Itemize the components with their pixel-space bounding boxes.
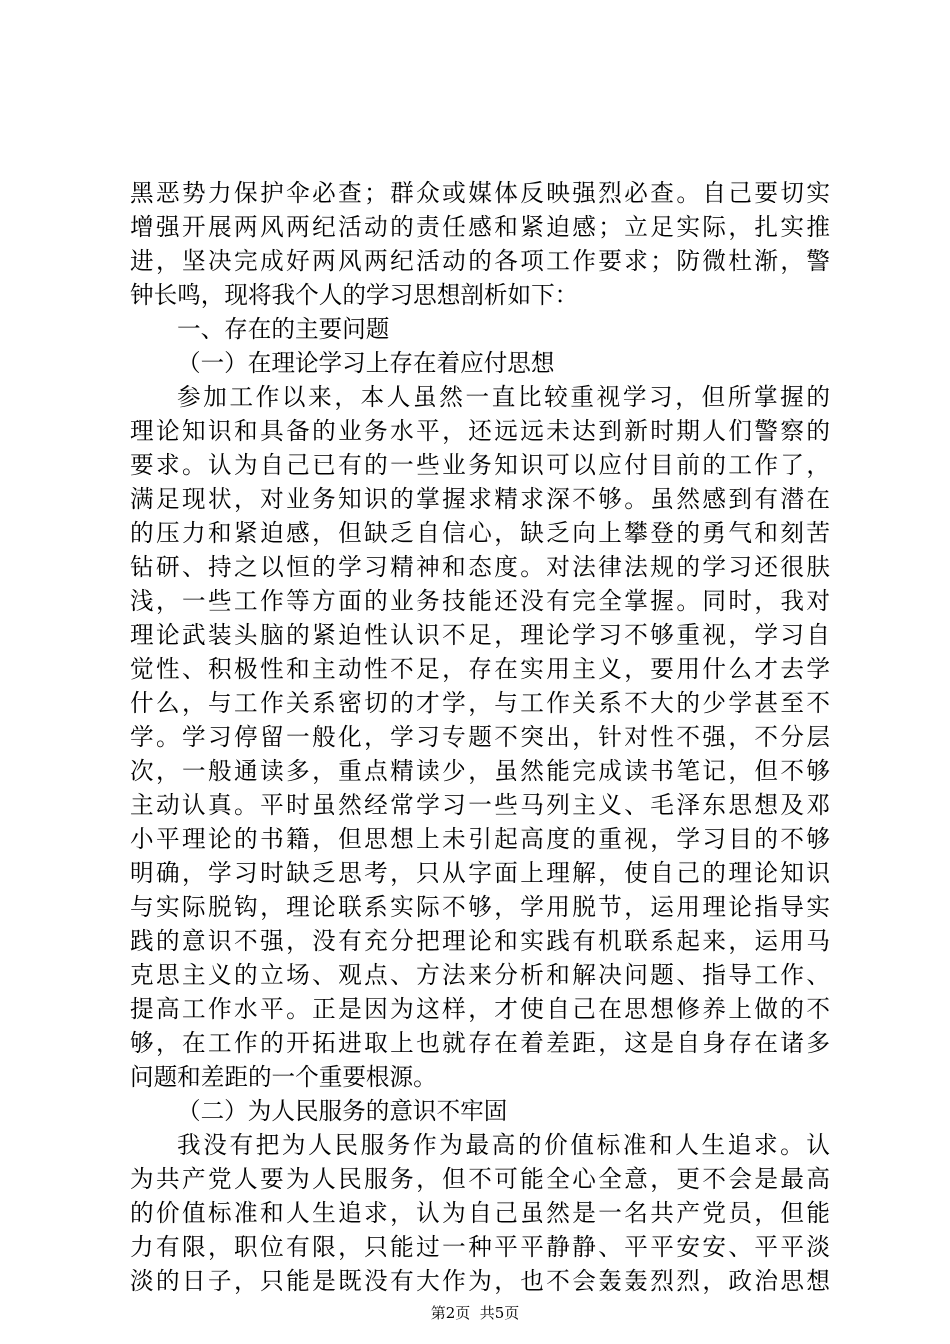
text-line: 浅，一些工作等方面的业务技能还没有完全掌握。同时，我对 [130,587,830,615]
subsection-heading: （二）为人民服务的意识不牢固 [177,1097,508,1125]
text-line: 为共产党人要为人民服务，但不可能全心全意，更不会是最高 [130,1165,830,1193]
text-line: 的价值标准和人生追求，认为自己虽然是一名共产党员，但能 [130,1199,830,1227]
text-line: 提高工作水平。正是因为这样，才使自己在思想修养上做的不 [130,995,830,1023]
text-line: 钻研、持之以恒的学习精神和态度。对法律法规的学习还很肤 [130,553,830,581]
text-line: 什么，与工作关系密切的才学，与工作关系不大的少学甚至不 [130,689,830,717]
text-line: 问题和差距的一个重要根源。 [130,1063,437,1091]
text-line: 力有限，职位有限，只能过一种平平静静、平平安安、平平淡 [130,1233,830,1261]
text-line: 学。学习停留一般化，学习专题不突出，针对性不强，不分层 [130,723,830,751]
text-line: 黑恶势力保护伞必查；群众或媒体反映强烈必查。自己要切实 [130,179,830,207]
document-body [130,176,830,1298]
text-line: 的压力和紧迫感，但缺乏自信心，缺乏向上攀登的勇气和刻苦 [130,519,830,547]
text-line: 次，一般通读多，重点精读少，虽然能完成读书笔记，但不够 [130,757,830,785]
text-line: 理论知识和具备的业务水平，还远远未达到新时期人们警察的 [130,417,830,445]
page-footer [0,1303,950,1323]
text-line: 觉性、积极性和主动性不足，存在实用主义，要用什么才去学 [130,655,830,683]
text-line: 理论武装头脑的紧迫性认识不足，理论学习不够重视，学习自 [130,621,830,649]
text-line: 我没有把为人民服务作为最高的价值标准和人生追求。认 [177,1131,830,1159]
text-line: 与实际脱钩，理论联系实际不够，学用脱节，运用理论指导实 [130,893,830,921]
text-line: 主动认真。平时虽然经常学习一些马列主义、毛泽东思想及邓 [130,791,830,819]
text-line: 明确，学习时缺乏思考，只从字面上理解，使自己的理论知识 [130,859,830,887]
text-line: 践的意识不强，没有充分把理论和实践有机联系起来，运用马 [130,927,830,955]
page-number-label: 第2页 共5页 [430,1304,520,1322]
text-line: 钟长鸣，现将我个人的学习思想剖析如下： [130,281,579,309]
text-line: 参加工作以来，本人虽然一直比较重视学习，但所掌握的 [177,383,830,411]
text-line: 淡的日子，只能是既没有大作为，也不会轰轰烈烈，政治思想 [130,1267,830,1295]
subsection-heading: （一）在理论学习上存在着应付思想 [177,349,555,377]
text-line: 进，坚决完成好两风两纪活动的各项工作要求；防微杜渐，警 [130,247,830,275]
text-line: 满足现状，对业务知识的掌握求精求深不够。虽然感到有潜在 [130,485,830,513]
text-line: 够，在工作的开拓进取上也就存在着差距，这是自身存在诸多 [130,1029,830,1057]
text-line: 要求。认为自己已有的一些业务知识可以应付目前的工作了， [130,451,830,479]
text-line: 克思主义的立场、观点、方法来分析和解决问题、指导工作、 [130,961,830,989]
text-line: 小平理论的书籍，但思想上未引起高度的重视，学习目的不够 [130,825,830,853]
text-line: 增强开展两风两纪活动的责任感和紧迫感；立足实际，扎实推 [130,213,830,241]
section-heading: 一、存在的主要问题 [177,315,390,343]
